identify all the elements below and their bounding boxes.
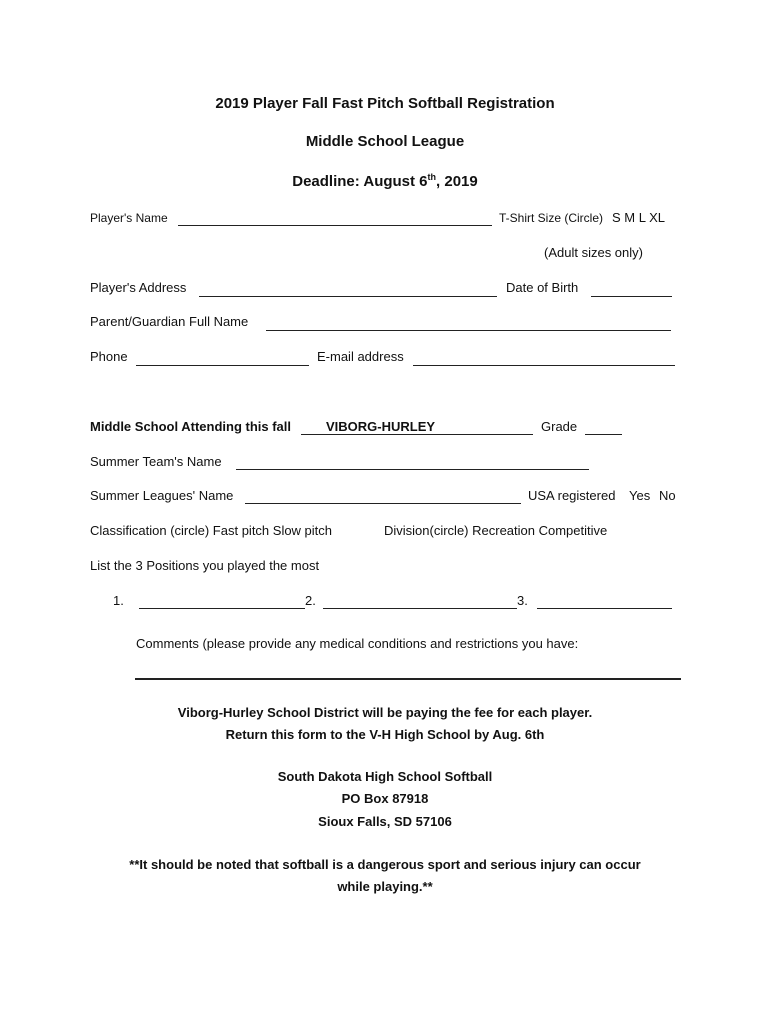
school-value: VIBORG-HURLEY: [326, 419, 436, 434]
usa-no-option[interactable]: No: [659, 488, 676, 503]
guardian-label: Parent/Guardian Full Name: [90, 314, 249, 329]
position-2-field[interactable]: [323, 608, 517, 609]
positions-label: List the 3 Positions you played the most: [90, 558, 320, 573]
deadline: [0, 172, 770, 190]
phone-field[interactable]: [136, 365, 309, 366]
fee-line: Viborg-Hurley School District will be paying the fee for each player.: [177, 705, 593, 720]
summer-team-field[interactable]: [236, 469, 589, 470]
dob-label: Date of Birth: [506, 280, 579, 295]
email-label: E-mail address: [317, 349, 404, 364]
warning-line-1: **It should be noted that softball is a dangerous sport and serious injury can occur: [129, 857, 641, 872]
org-name: South Dakota High School Softball: [277, 769, 493, 784]
position-2-label: 2.: [305, 593, 316, 608]
warning-line-2: while playing.**: [337, 879, 433, 894]
grade-field[interactable]: [585, 434, 622, 435]
deadline-suffix: , 2019: [436, 173, 478, 190]
players-name-label: Player's Name: [90, 211, 168, 225]
school-field[interactable]: [301, 434, 533, 435]
guardian-field[interactable]: [266, 330, 671, 331]
comments-field[interactable]: [135, 678, 681, 680]
address-label: Player's Address: [90, 280, 187, 295]
deadline-prefix: Deadline: August 6: [292, 173, 428, 190]
form-title: 2019 Player Fall Fast Pitch Softball Registration: [215, 95, 555, 112]
division-options[interactable]: Division(circle) Recreation Competitive: [384, 523, 608, 538]
dob-field[interactable]: [591, 296, 672, 297]
tshirt-sizes[interactable]: S M L XL: [612, 210, 665, 225]
summer-team-label: Summer Team's Name: [90, 454, 222, 469]
return-line: Return this form to the V-H High School by Aug. 6th: [225, 727, 545, 742]
phone-label: Phone: [90, 349, 128, 364]
po-box: PO Box 87918: [341, 791, 429, 806]
usa-registered-label: USA registered: [528, 488, 616, 503]
form-subtitle: Middle School League: [305, 133, 465, 150]
position-1-field[interactable]: [139, 608, 305, 609]
players-name-field[interactable]: [178, 225, 492, 226]
classification-options[interactable]: Classification (circle) Fast pitch Slow pitch: [90, 523, 333, 538]
tshirt-label: T-Shirt Size (Circle): [499, 211, 604, 225]
position-3-label: 3.: [517, 593, 528, 608]
comments-label: Comments (please provide any medical conditions and restrictions you have:: [136, 636, 579, 651]
school-label: Middle School Attending this fall: [90, 419, 292, 434]
summer-leagues-label: Summer Leagues' Name: [90, 488, 234, 503]
adult-sizes-note: (Adult sizes only): [544, 245, 643, 260]
position-1-label: 1.: [113, 593, 124, 608]
usa-yes-option[interactable]: Yes: [629, 488, 651, 503]
summer-leagues-field[interactable]: [245, 503, 521, 504]
address-field[interactable]: [199, 296, 497, 297]
position-3-field[interactable]: [537, 608, 672, 609]
city-state: Sioux Falls, SD 57106: [318, 814, 452, 829]
deadline-sup: th: [427, 172, 437, 182]
grade-label: Grade: [541, 419, 578, 434]
email-field[interactable]: [413, 365, 675, 366]
